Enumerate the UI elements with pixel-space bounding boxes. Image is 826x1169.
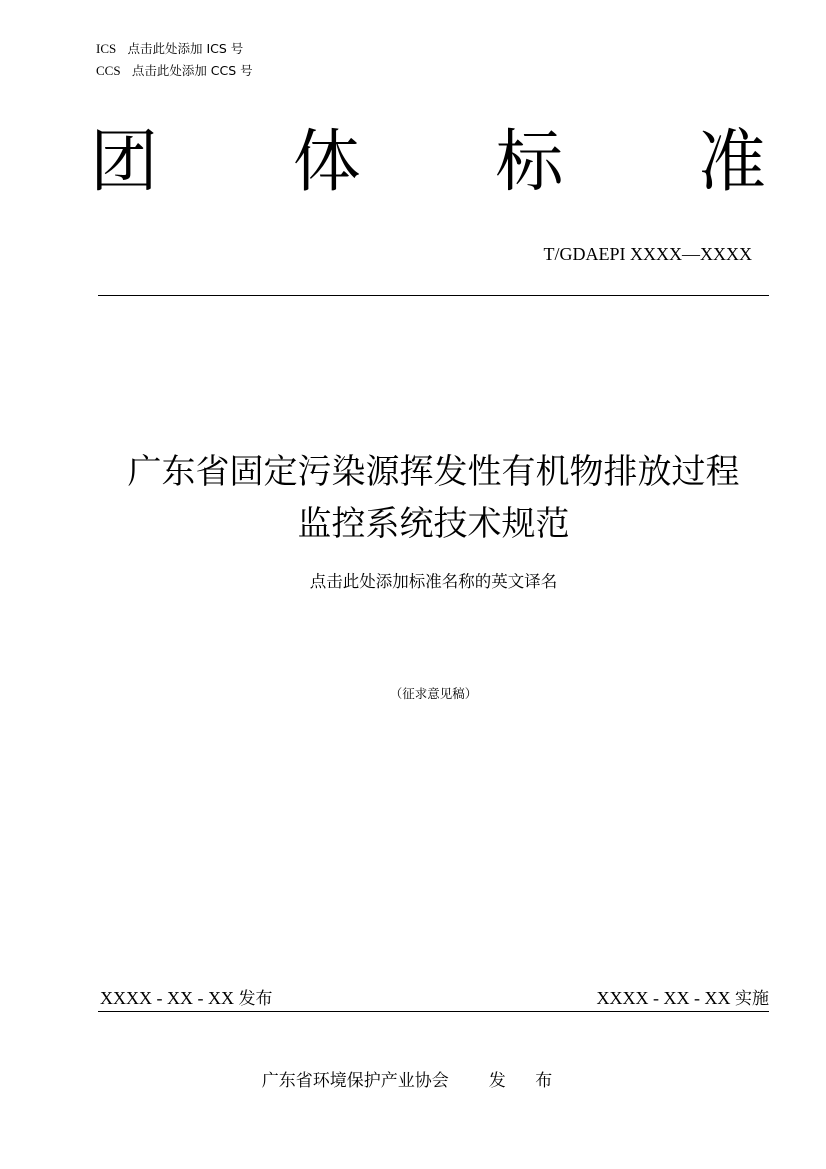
date-row <box>98 986 769 1010</box>
standard-title-line-1: 广东省固定污染源挥发性有机物排放过程 <box>127 452 740 492</box>
implement-date-value: XXXX - XX - XX <box>596 988 731 1008</box>
issue-action: 发 布 <box>488 1071 565 1091</box>
publish-label: 发布 <box>238 989 273 1009</box>
doc-type-char: 标 <box>495 123 564 202</box>
ccs-line <box>96 63 253 79</box>
doc-type-char: 体 <box>292 123 361 202</box>
issuer-line <box>0 1069 826 1093</box>
doc-type-char: 团 <box>90 123 159 202</box>
ics-placeholder[interactable]: 点击此处添加 ICS 号 <box>127 41 244 56</box>
doc-type-char: 准 <box>697 123 766 202</box>
top-divider <box>98 295 769 296</box>
ics-code: ICS <box>96 41 117 56</box>
implement-date <box>597 986 769 1011</box>
issuer-name: 广东省环境保护产业协会 <box>261 1071 449 1091</box>
document-type-heading <box>90 118 766 208</box>
ccs-code: CCS <box>96 63 121 78</box>
bottom-divider <box>98 1011 769 1012</box>
ccs-placeholder[interactable]: 点击此处添加 CCS 号 <box>131 63 253 78</box>
standard-title <box>98 446 769 550</box>
standard-number: T/GDAEPI XXXX—XXXX <box>543 244 752 264</box>
publish-date-value: XXXX - XX - XX <box>100 988 234 1008</box>
implement-label: 实施 <box>735 989 769 1009</box>
draft-stage-label: （征求意见稿） <box>389 686 478 701</box>
publish-date <box>100 986 272 1011</box>
standard-title-line-2: 监控系统技术规范 <box>297 504 570 544</box>
ics-line <box>96 41 243 57</box>
english-title-placeholder[interactable]: 点击此处添加标准名称的英文译名 <box>309 572 558 591</box>
